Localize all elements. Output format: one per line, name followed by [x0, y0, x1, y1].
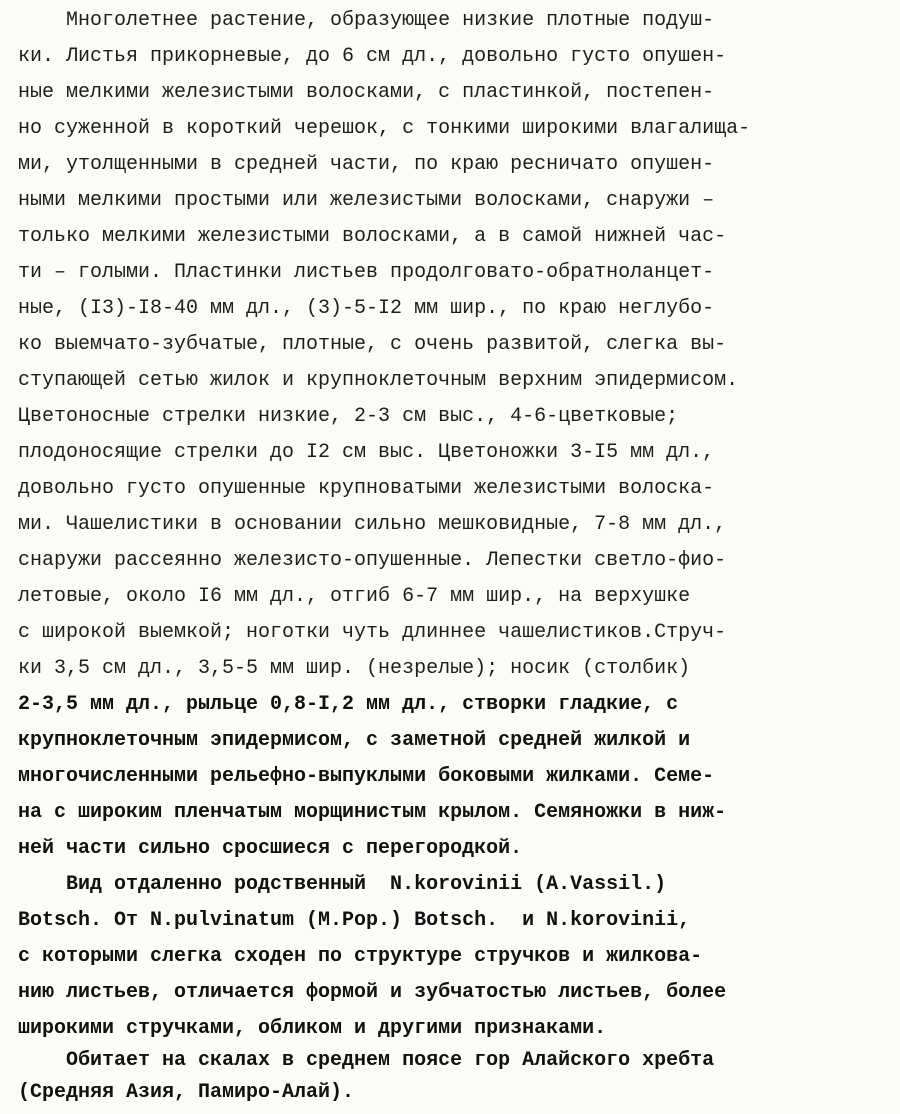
- text-line: с широкой выемкой; ноготки чуть длиннее чашелистиков.Струч-: [18, 621, 727, 644]
- text-line: ные мелкими железистыми волосками, с пластинкой, постепен-: [18, 81, 715, 104]
- text-line: плодоносящие стрелки до I2 см выс. Цветоножки 3-I5 мм дл.,: [18, 441, 715, 464]
- text-line: ки 3,5 см дл., 3,5-5 мм шир. (незрелые); носик (столбик): [18, 657, 691, 680]
- text-line: летовые, около I6 мм дл., отгиб 6-7 мм шир., на верхушке: [18, 585, 691, 608]
- text-line: ки. Листья прикорневые, до 6 см дл., довольно густо опушен-: [18, 45, 727, 68]
- text-line: но суженной в короткий черешок, с тонкими широкими влагалища-: [18, 117, 751, 140]
- text-line: Botsch. От N.pulvinatum (M.Pop.) Botsch. и N.korovinii,: [18, 909, 691, 932]
- text-line: ти – голыми. Пластинки листьев продолговато-обратноланцет-: [18, 261, 715, 284]
- text-line: снаружи рассеянно железисто-опушенные. Лепестки светло-фио-: [18, 549, 727, 572]
- text-line: довольно густо опушенные крупноватыми железистыми волоска-: [18, 477, 715, 500]
- text-line: только мелкими железистыми волосками, а в самой нижней час-: [18, 225, 727, 248]
- text-line: 2-3,5 мм дл., рыльце 0,8-I,2 мм дл., створки гладкие, с: [18, 693, 679, 716]
- text-line: крупноклеточным эпидермисом, с заметной средней жилкой и: [18, 729, 691, 752]
- text-line: (Средняя Азия, Памиро-Алай).: [18, 1081, 355, 1104]
- text-line: Обитает на скалах в среднем поясе гор Алайского хребта: [18, 1049, 715, 1072]
- text-line: с которыми слегка сходен по структуре стручков и жилкова-: [18, 945, 703, 968]
- text-line: ми. Чашелистики в основании сильно мешковидные, 7-8 мм дл.,: [18, 513, 727, 536]
- text-line: Цветоносные стрелки низкие, 2-3 см выс., 4-6-цветковые;: [18, 405, 679, 428]
- text-line: ми, утолщенными в средней части, по краю ресничато опушен-: [18, 153, 715, 176]
- text-line: Вид отдаленно родственный N.korovinii (A.Vassil.): [18, 873, 667, 896]
- text-line: ными мелкими простыми или железистыми волосками, снаружи –: [18, 189, 715, 212]
- text-line: ные, (I3)-I8-40 мм дл., (3)-5-I2 мм шир., по краю неглубо-: [18, 297, 715, 320]
- text-line: ко выемчато-зубчатые, плотные, с очень развитой, слегка вы-: [18, 333, 727, 356]
- text-line: широкими стручками, обликом и другими признаками.: [18, 1017, 607, 1040]
- text-line: многочисленными рельефно-выпуклыми боковыми жилками. Семе-: [18, 765, 715, 788]
- text-line: на с широким пленчатым морщинистым крылом. Семяножки в ниж-: [18, 801, 727, 824]
- text-line: ней части сильно сросшиеся с перегородкой.: [18, 837, 523, 860]
- text-line: нию листьев, отличается формой и зубчатостью листьев, более: [18, 981, 727, 1004]
- text-line: Многолетнее растение, образующее низкие плотные подуш-: [18, 9, 715, 32]
- text-line: ступающей сетью жилок и крупноклеточным верхним эпидермисом.: [18, 369, 739, 392]
